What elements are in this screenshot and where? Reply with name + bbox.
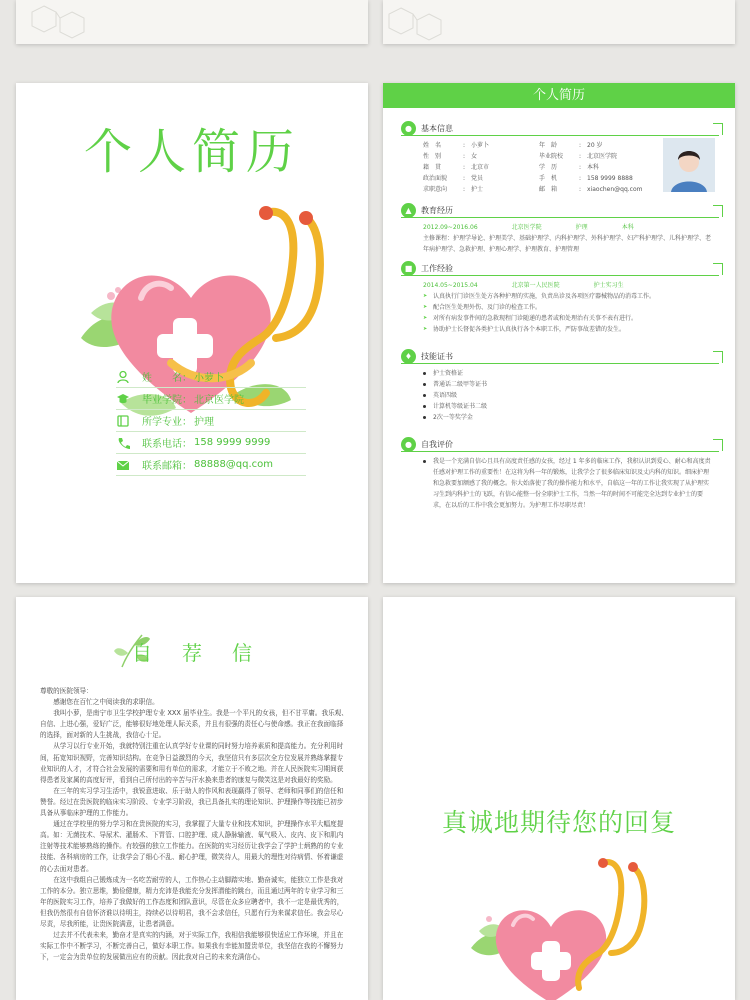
basic-left-col: 姓 名 : 小萝卜 性 别 : 女 籍 贯 : 北京市 政治面貌 : 党员 求职意向 : 护士 [423,142,490,193]
cover-info-row-name [116,366,306,388]
section-title: 基本信息 [421,124,453,133]
work-duties [423,291,713,335]
phone-icon [116,436,130,450]
paragraph: 感谢您在百忙之中阅读我的求职信。 [53,698,159,707]
cover-info-value: 北京医学院 [194,395,244,406]
list-item: ➤ 协助护士长督促各类护士认真执行各个本职工作，严防事故差错的发生。 [423,324,713,335]
cover-letter-body [40,686,348,963]
section-title: 教育经历 [421,206,453,215]
cover-info-row-major [116,410,306,432]
cover-page [16,83,368,583]
list-item: ➤ 对所有病发事件间的急救现程门诊随递的患者或和处理治有关事不表有进行。 [423,313,713,324]
skills-body [423,368,713,423]
cover-info-row-school [116,388,306,410]
work-body: 2014.05~2015.04 北京第一人民医院 护士实习生 ➤ 认真执行门诊医生处方各种护理的实施，负责出诊及各项医疗器械物品的消毒工作。 ➤ 配合医生处理外伤、及门诊的检查工作。 ➤ 对所有病发事件间的急救现程门诊随递的患者或和处理治有关事不表有进行。 ➤ 协助护士长督促各类护士认真执行各个本职工作，严防事故差错的发生。 [423,280,713,335]
skills-list [423,368,713,423]
list-item: 2次一等奖学金 [423,412,713,423]
closing-page [383,597,735,1000]
molecule-pattern [383,0,735,44]
section-title: 技能证书 [421,352,453,361]
person-icon [116,370,130,384]
section-header-education [401,203,719,218]
paragraph: 在这中我组自己锻炼成为一名吃苦耐劳的人，工作热心主动脚踏实地、勤奋诚实，能独立工作是我对工作的本分。独立思维，勤俭健康，精力充沛是我能充分发挥潜能的跳台，而且通过两年的专业学习和三年的医院实习工作，培养了我做好的工作态度和团队意识，尽管在众多应聘者中，我不一定是最优秀的，但我仍然很有自信怀济谁以待明主，持续必以待明君，我不会求信任，只愿有行为来谋求信任。我会尽心尽责，尽我所能，让贵医院满意，让患者满意。 [40,875,344,928]
closing-text: 真诚地期待您的回复 [441,808,676,837]
education-courses: 主修课程：护理学导论、护理美学、基础护理学、内科护理学、外科护理学、妇产科护理学、儿科护理学、老年病护理学、急救护理、护理心理学、护理教育、护理管理 [423,235,712,253]
mail-icon [116,458,130,472]
cover-info-row-phone [116,432,306,454]
book-icon [116,414,130,428]
salutation: 尊敬的医院领导： [40,687,93,695]
cover-letter-page [16,597,368,1000]
cover-info-label: 所学专业： [142,417,192,428]
basic-right-col: 年 龄 : 20 岁 毕业院校 : 北京医学院 学 历 : 本科 手 机 : 158 9999 8888 邮 箱 : xiaochen@qq.com [539,142,643,193]
section-title: 工作经验 [421,264,453,273]
cover-letter-title: 自荐信 [132,641,282,665]
paragraph: 通过在学校里的努力学习和在贵医院的实习，我掌握了大量专业和技术知识，护理操作水平大幅度提高。如：无菌技术、导尿术、灌肠术、下胃管、口腔护理、成人静脉输液、氧气吸入、皮内、皮下和肌内注射等技术能够熟练的操作。有较强的独立工作能力。在医院的实习经历让我学会了学护士炳熟的的专业技能、各科病房的工作，让我学会了细心不乱、耐心护理，微笑待人，用最大的理性对待病情、怀着谦虚的心去面对患者。 [40,820,344,873]
evaluation-text: 我是一个充满自信心且具有高度责任感的女孩，经过 1 年多的临床工作，我积认识到爱心、耐心和高度责任感对护理工作的重要性！在这将为科一年的锻炼，让我学会了很多临床知识及丈内科的知识。细床护理和急救要加额感了我的概念。你大始落使了我的操作能力和水平，自临这一年的工作让我实现了从护理实习生到内科护士的飞跃，有信心能整一份全职护士工作，当然一年的时间不可能完全达到专业护士的要求，在以后的工作中我会更加努力。为护理工作尽职尽责！ [423,456,713,511]
cover-info-value: 护理 [194,417,214,428]
cover-info-value: 小萝卜 [194,373,224,384]
education-body: 2012.09~2016.06 北京医学院 护理 本科 主修课程：护理学导论、护理美学、基础护理学、内科护理学、外科护理学、妇产科护理学、儿科护理学、老年病护理学、急救护理、护理心理学、护理教育、护理管理 [423,224,712,253]
person-icon: ● [401,121,416,136]
section-title: 自我评价 [421,440,453,449]
evaluation-body [423,456,713,511]
cover-info-value: 88888@qq.com [194,459,274,470]
cover-title: 个人简历 [83,124,300,180]
briefcase-icon: ■ [401,261,416,276]
list-item: 护士资格证 [423,368,713,379]
graduation-cap-icon: ▲ [401,203,416,218]
avatar [663,138,715,192]
paragraph: 从学习以行专业开始，我就特别注重在认真学好专业课的同时努力培养素质和提高能力。充分利用时间，拓宽知识视野，完善知识结构。在竞争日益激烈的今天，我坚信只有多层次全方位发展并熟练掌握专业知识的人才，才符合社会发展的需要和用有单位的需求，才能立于不败之地。并在人民医院实习期间获得患者及家属的高度好评，看到自己所付出的辛苦与汗水换来患者的康复与微笑这是对我最好的奖励。 [40,742,344,784]
section-header-work [401,261,719,276]
cover-info-label: 毕业学院： [142,395,192,406]
list-item: 英语四级 [423,390,713,401]
trophy-icon: ♦ [401,349,416,364]
list-item: ➤ 配合医生处理外伤、及门诊的检查工作。 [423,302,713,313]
paragraph: 在三年的实习学习生活中，我锐意进取、乐于助人的作风和表现赢得了领导、老师和同事们的信任和赞誉。经过在贵医院的临床实习阶段、专业学习阶段，我已具备扎实的理论知识、护理操作等技能已初步具备从事临床护理的工作能力。 [40,786,344,818]
list-item: 计算机等级证书二级 [423,401,713,412]
cover-info-label: 联系电话： [142,439,192,450]
graduation-cap-icon [116,392,130,406]
cover-info-label: 联系邮箱： [142,461,192,472]
resume-header: 个人简历 [383,83,735,108]
profile-photo [663,138,715,192]
list-item: ➤ 认真执行门诊医生处方各种护理的实施，负责出诊及各项医疗器械物品的消毒工作。 [423,291,713,302]
cover-info-value: 158 9999 9999 [194,437,271,448]
section-header-basic [401,121,719,136]
previous-page-strip-left [16,0,368,44]
list-item: 普通话二级甲等证书 [423,379,713,390]
previous-page-strip-right [383,0,735,44]
person-icon: ● [401,437,416,452]
resume-page [383,83,735,583]
molecule-pattern [16,0,368,44]
cover-info-list [116,366,306,476]
paragraph: 过去并不代表未来，勤奋才是真实的内涵，对于实际工作，我相信我能够很快适应工作环境，并且在实际工作中不断学习，不断完善自己，做好本职工作。如果我有幸能加盟贵单位，我坚信在我的不懈努力下，一定会为贵单位的发展做出应有的贡献。因此我对自己的未来充满信心。 [40,931,344,962]
cover-info-label: 姓 名： [142,373,192,384]
paragraph: 我叫小萝，是南宁市卫生学校护理专业 XXX 届毕业生。我是一个平凡的女孩，但不甘平庸。我乐观、自信、上进心强，爱好广泛，能够很好地处理人际关系，并且有很强的责任心与使命感。我正在我面临择的选择，面对新的人生挑战，我信心十足。 [40,709,348,740]
section-header-evaluation [401,437,719,452]
cover-info-row-email [116,454,306,476]
heart-stethoscope-illustration [461,853,657,1000]
section-header-skills [401,349,719,364]
